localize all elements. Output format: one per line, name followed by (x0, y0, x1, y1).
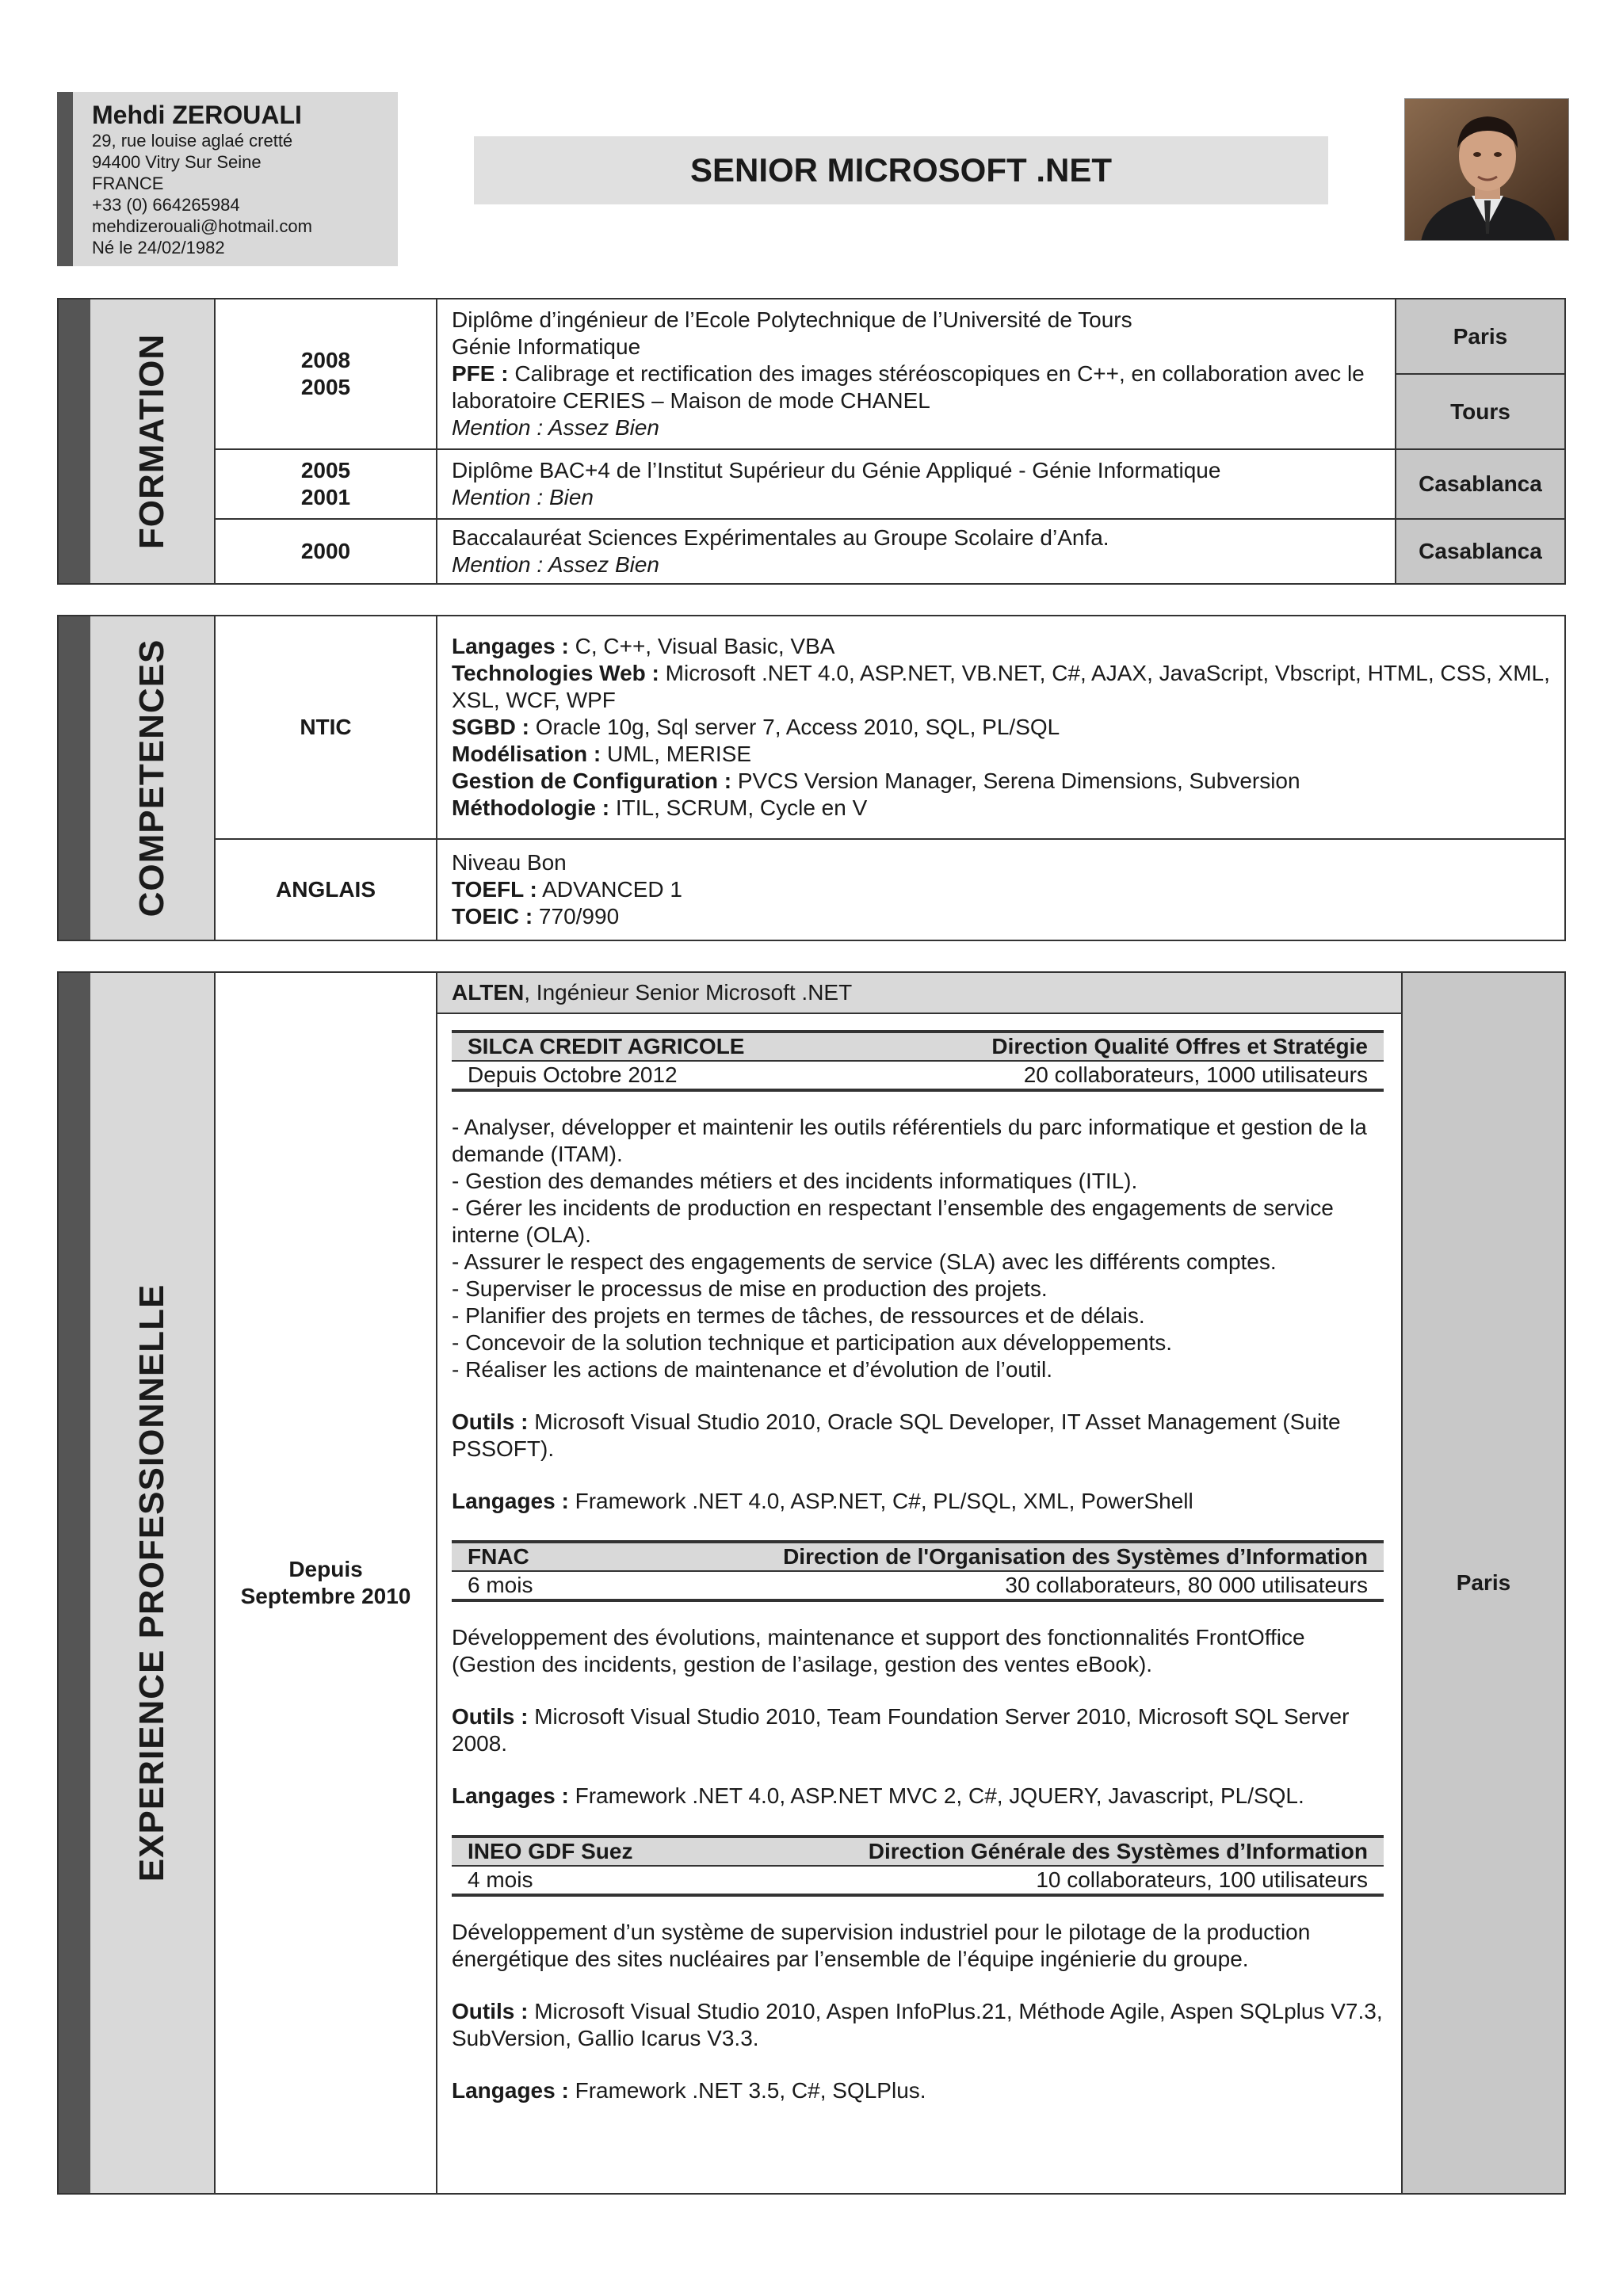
speciality: Génie Informatique (452, 334, 641, 359)
tools-key: Outils : (452, 1409, 529, 1434)
task-item: - Analyser, développer et maintenir les outils référentiels du parc informatique et gestion de la demande (ITAM). (452, 1115, 1367, 1166)
toeic-value: 770/990 (533, 904, 620, 929)
project-period: 4 mois (468, 1867, 533, 1892)
task-item: - Gestion des demandes métiers et des incidents informatiques (ITIL). (452, 1169, 1138, 1193)
skill-value: UML, MERISE (601, 742, 752, 766)
tools-value: Microsoft Visual Studio 2010, Team Foundation Server 2010, Microsoft SQL Server 2008. (452, 1704, 1350, 1756)
toefl-key: TOEFL : (452, 877, 537, 902)
experience-body (437, 1014, 1401, 2120)
date-single: 2000 (300, 539, 351, 563)
toeic-line (452, 903, 1550, 930)
skill-key: Modélisation : (452, 742, 601, 766)
formation-dates (216, 450, 437, 518)
skill-value: Oracle 10g, Sql server 7, Access 2010, SQL, PL/SQL (529, 715, 1060, 739)
project-header (452, 1030, 1384, 1092)
city: Tours (1450, 399, 1510, 424)
skill-line (452, 660, 1550, 714)
client-direction: Direction de l'Organisation des Systèmes d’Information (783, 1544, 1368, 1569)
skill-key: Méthodologie : (452, 795, 610, 820)
client-name: FNAC (468, 1544, 529, 1569)
client-name: SILCA CREDIT AGRICOLE (468, 1034, 745, 1058)
country: FRANCE (92, 174, 164, 193)
date-start: Septembre 2010 (240, 1584, 411, 1608)
task-item: - Gérer les incidents de production en respectant l’ensemble des engagements de service interne (OLA). (452, 1196, 1334, 1247)
project-meta (452, 1062, 1384, 1092)
formation-row (216, 450, 1564, 520)
date-start: 2005 (300, 458, 351, 482)
skills-category (216, 616, 437, 838)
experience-dates (216, 973, 437, 2193)
anglais-title: ANGLAIS (276, 877, 376, 902)
contact-block (57, 92, 398, 266)
project-description: Développement d’un système de supervision industriel pour le pilotage de la production énergétique des sites nucléaires par l’ensemble de l’équipe ingénierie du groupe. (452, 1920, 1311, 1971)
languages-value: Framework .NET 3.5, C#, SQLPlus. (568, 2078, 926, 2103)
ntic-details (437, 616, 1564, 838)
skill-line (452, 741, 1550, 768)
skill-key: Langages : (452, 634, 569, 658)
languages-line (452, 1488, 1387, 1515)
project-title-bar (452, 1030, 1384, 1062)
language-level: Niveau Bon (452, 850, 567, 875)
pfe-label: PFE : (452, 361, 509, 386)
degree: Diplôme d’ingénieur de l’Ecole Polytechnique de l’Université de Tours (452, 307, 1132, 332)
formation-row (216, 520, 1564, 583)
project-meta (452, 1572, 1384, 1602)
degree: Baccalauréat Sciences Expérimentales au Groupe Scolaire d’Anfa. (452, 525, 1109, 550)
degree: Diplôme BAC+4 de l’Institut Supérieur du Génie Appliqué - Génie Informatique (452, 458, 1221, 482)
date-prefix: Depuis (288, 1557, 363, 1581)
skill-value: PVCS Version Manager, Serena Dimensions, Subversion (731, 769, 1300, 793)
city-column (1395, 450, 1564, 518)
formation-row (216, 299, 1564, 450)
toefl-value: ADVANCED 1 (537, 877, 682, 902)
task-item: - Concevoir de la solution technique et participation aux développements. (452, 1330, 1173, 1355)
formation-details (437, 299, 1395, 448)
project-header (452, 1835, 1384, 1897)
city-column (1395, 520, 1564, 583)
address-line-1: 29, rue louise aglaé cretté (92, 131, 293, 151)
task-list (452, 1114, 1387, 1383)
project-team: 10 collaborateurs, 100 utilisateurs (1036, 1867, 1368, 1892)
project-team: 30 collaborateurs, 80 000 utilisateurs (1005, 1573, 1368, 1597)
project-period: 6 mois (468, 1573, 533, 1597)
tools-line (452, 1703, 1387, 1757)
city: Casablanca (1419, 539, 1542, 563)
skills-row (216, 616, 1564, 840)
experience-city: Paris (1401, 973, 1564, 2193)
ntic-title: NTIC (300, 715, 352, 739)
formation-label: FORMATION (132, 333, 171, 550)
project-title-bar (452, 1540, 1384, 1572)
formation-dates (216, 299, 437, 448)
mention: Mention : Assez Bien (452, 552, 659, 577)
project-description: Développement des évolutions, maintenance et support des fonctionnalités FrontOffice (Gestion des incidents, gestion de l’asilage, gestion des ventes eBook). (452, 1625, 1305, 1676)
section-band (90, 299, 216, 583)
anglais-details (437, 840, 1564, 940)
skill-line (452, 714, 1550, 741)
side-bar (59, 616, 90, 940)
portrait-image (1405, 99, 1569, 241)
tools-line (452, 1998, 1387, 2052)
skill-value: Microsoft .NET 4.0, ASP.NET, VB.NET, C#, AJAX, JavaScript, Vbscript, HTML, CSS, XML, XSL, WCF, WPF (452, 661, 1550, 712)
candidate-name: Mehdi ZEROUALI (92, 101, 302, 129)
languages-value: Framework .NET 4.0, ASP.NET MVC 2, C#, JQUERY, Javascript, PL/SQL. (568, 1783, 1304, 1808)
pfe (452, 360, 1381, 414)
tools-key: Outils : (452, 1999, 529, 2023)
job-title: SENIOR MICROSOFT .NET (474, 136, 1328, 204)
pfe-text: Calibrage et rectification des images stéréoscopiques en C++, en collaboration avec le laboratoire CERIES – Maison de mode CHANEL (452, 361, 1365, 413)
languages-key: Langages : (452, 1783, 569, 1808)
languages-value: Framework .NET 4.0, ASP.NET, C#, PL/SQL, XML, PowerShell (568, 1489, 1193, 1513)
experience-label: EXPERIENCE PROFESSIONNELLE (132, 1283, 171, 1882)
languages-key: Langages : (452, 2078, 569, 2103)
date-end: 2001 (300, 485, 351, 509)
date-start: 2008 (300, 348, 351, 372)
profile-photo (1404, 98, 1569, 241)
task-item: - Superviser le processus de mise en production des projets. (452, 1276, 1048, 1301)
company-name: ALTEN (452, 980, 525, 1005)
task-item: - Assurer le respect des engagements de service (SLA) avec les différents comptes. (452, 1249, 1277, 1274)
skills-category (216, 840, 437, 940)
skill-line (452, 633, 1550, 660)
job-role: , Ingénieur Senior Microsoft .NET (524, 980, 853, 1005)
skill-value: ITIL, SCRUM, Cycle en V (609, 795, 868, 820)
section-band (90, 973, 216, 2193)
toeic-key: TOEIC : (452, 904, 533, 929)
city: Casablanca (1419, 471, 1542, 496)
task-item: - Réaliser les actions de maintenance et d’évolution de l’outil. (452, 1357, 1052, 1382)
date-end: 2005 (300, 375, 351, 399)
toefl-line (452, 876, 1550, 903)
tools-key: Outils : (452, 1704, 529, 1729)
competences-label: COMPETENCES (132, 639, 171, 917)
project-team: 20 collaborateurs, 1000 utilisateurs (1023, 1062, 1368, 1087)
formation-details (437, 520, 1395, 583)
mention: Mention : Bien (452, 485, 594, 509)
client-direction: Direction Qualité Offres et Stratégie (991, 1034, 1368, 1058)
client-name: INEO GDF Suez (468, 1839, 633, 1863)
phone: +33 (0) 664265984 (92, 195, 240, 215)
skills-row (216, 840, 1564, 940)
mention: Mention : Assez Bien (452, 415, 659, 440)
skill-key: SGBD : (452, 715, 529, 739)
formation-details (437, 450, 1395, 518)
skill-key: Gestion de Configuration : (452, 769, 732, 793)
project-header (452, 1540, 1384, 1602)
client-direction: Direction Générale des Systèmes d’Information (868, 1839, 1368, 1863)
section-band (90, 616, 216, 940)
experience-content (437, 973, 1401, 2193)
skill-value: C, C++, Visual Basic, VBA (568, 634, 835, 658)
formation-section (57, 298, 1566, 585)
city: Paris (1396, 299, 1564, 375)
email: mehdizerouali@hotmail.com (92, 216, 312, 236)
skill-line (452, 795, 1550, 822)
languages-line (452, 1783, 1387, 1810)
company-bar (437, 973, 1401, 1014)
experience-section (57, 971, 1566, 2195)
skill-key: Technologies Web : (452, 661, 659, 685)
birth-date: Né le 24/02/1982 (92, 238, 225, 257)
project-period: Depuis Octobre 2012 (468, 1062, 678, 1087)
languages-line (452, 2077, 1387, 2104)
formation-dates (216, 520, 437, 583)
competences-section (57, 615, 1566, 941)
skill-line (452, 768, 1550, 795)
city-column (1395, 299, 1564, 448)
tools-line (452, 1409, 1387, 1463)
side-bar (59, 973, 90, 2193)
side-bar (59, 299, 90, 583)
tools-value: Microsoft Visual Studio 2010, Aspen InfoPlus.21, Méthode Agile, Aspen SQLplus V7.3, SubVersion, Gallio Icarus V3.3. (452, 1999, 1383, 2050)
project-title-bar (452, 1835, 1384, 1867)
project-meta (452, 1867, 1384, 1897)
languages-key: Langages : (452, 1489, 569, 1513)
tools-value: Microsoft Visual Studio 2010, Oracle SQL Developer, IT Asset Management (Suite PSSOFT). (452, 1409, 1341, 1461)
address-line-2: 94400 Vitry Sur Seine (92, 152, 262, 172)
task-item: - Planifier des projets en termes de tâches, de ressources et de délais. (452, 1303, 1145, 1328)
